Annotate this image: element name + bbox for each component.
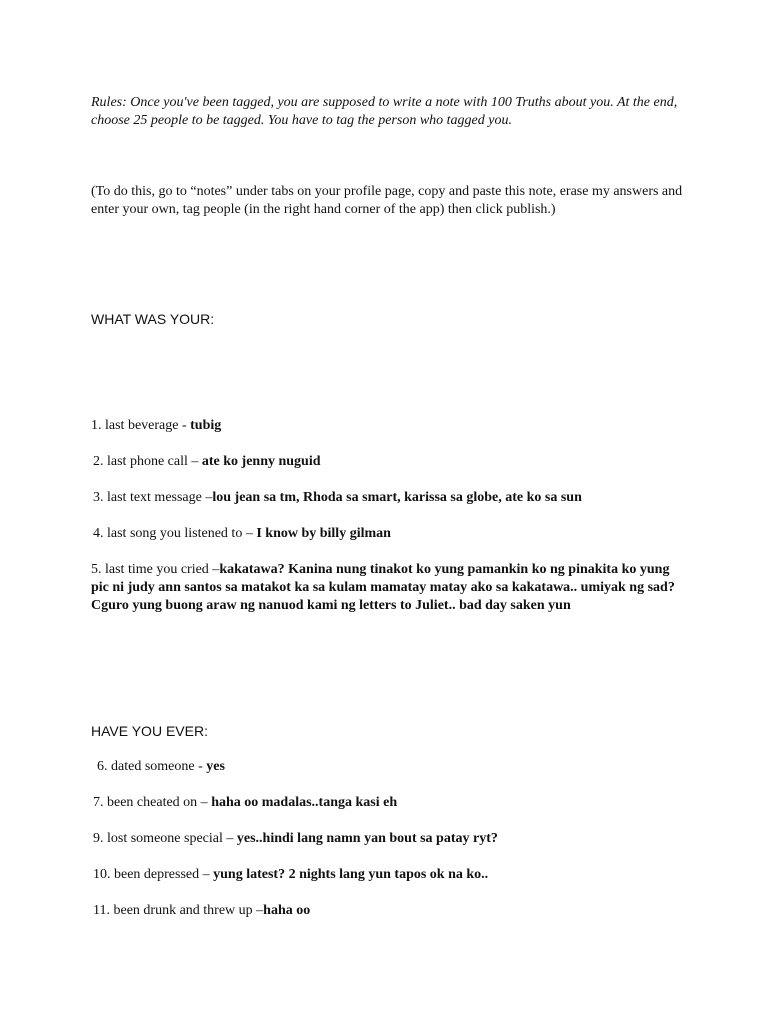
question-7 xyxy=(93,794,693,812)
question-9 xyxy=(93,830,693,848)
question-answer: haha oo xyxy=(263,903,311,918)
question-6 xyxy=(97,758,697,776)
question-prompt: 1. last beverage - xyxy=(91,418,191,433)
question-answer: tubig xyxy=(190,418,222,433)
question-prompt: 2. last phone call – xyxy=(93,454,202,469)
question-prompt: 11. been drunk and threw up – xyxy=(93,903,264,918)
question-answer: kakatawa? Kanina nung tinakot ko yung pamankin ko ng pinakita ko yung pic ni judy ann santos sa matakot ka sa kulam mamatay matay ako sa kakatawa.. umiyak ng sad? Cguro yung buong araw ng nanuod kami ng letters to Juliet.. bad day saken yun xyxy=(91,562,675,613)
question-prompt: 4. last song you listened to – xyxy=(93,526,257,541)
question-prompt: 3. last text message – xyxy=(93,490,213,505)
question-prompt: 7. been cheated on – xyxy=(93,795,212,810)
question-answer: yes xyxy=(206,759,225,774)
question-answer: yung latest? 2 nights lang yun tapos ok na ko.. xyxy=(213,867,489,882)
question-10 xyxy=(93,866,693,884)
section-heading-have-you-ever: HAVE YOU EVER: xyxy=(91,723,208,739)
instructions-paragraph: (To do this, go to “notes” under tabs on your profile page, copy and paste this note, erase my answers and enter your own, tag people (in the right hand corner of the app) then click publish.) xyxy=(91,184,683,217)
question-answer: I know by billy gilman xyxy=(256,526,391,541)
question-answer: haha oo madalas..tanga kasi eh xyxy=(211,795,398,810)
question-4 xyxy=(93,525,693,543)
question-prompt: 5. last time you cried – xyxy=(91,562,220,577)
question-answer: yes..hindi lang namn yan bout sa patay ryt? xyxy=(236,831,498,846)
question-1 xyxy=(91,417,691,435)
question-11 xyxy=(93,902,693,920)
question-answer: ate ko jenny nuguid xyxy=(201,454,321,469)
question-answer: lou jean sa tm, Rhoda sa smart, karissa sa globe, ate ko sa sun xyxy=(212,490,582,505)
question-prompt: 10. been depressed – xyxy=(93,867,214,882)
question-2 xyxy=(93,453,693,471)
question-prompt: 6. dated someone - xyxy=(97,759,207,774)
section-heading-what-was-your: WHAT WAS YOUR: xyxy=(91,311,215,327)
question-3 xyxy=(93,489,693,507)
question-5 xyxy=(91,561,681,615)
question-prompt: 9. lost someone special – xyxy=(93,831,237,846)
rules-paragraph: Rules: Once you've been tagged, you are supposed to write a note with 100 Truths about you. At the end, choose 25 people to be tagged. You have to tag the person who tagged you. xyxy=(91,95,678,128)
